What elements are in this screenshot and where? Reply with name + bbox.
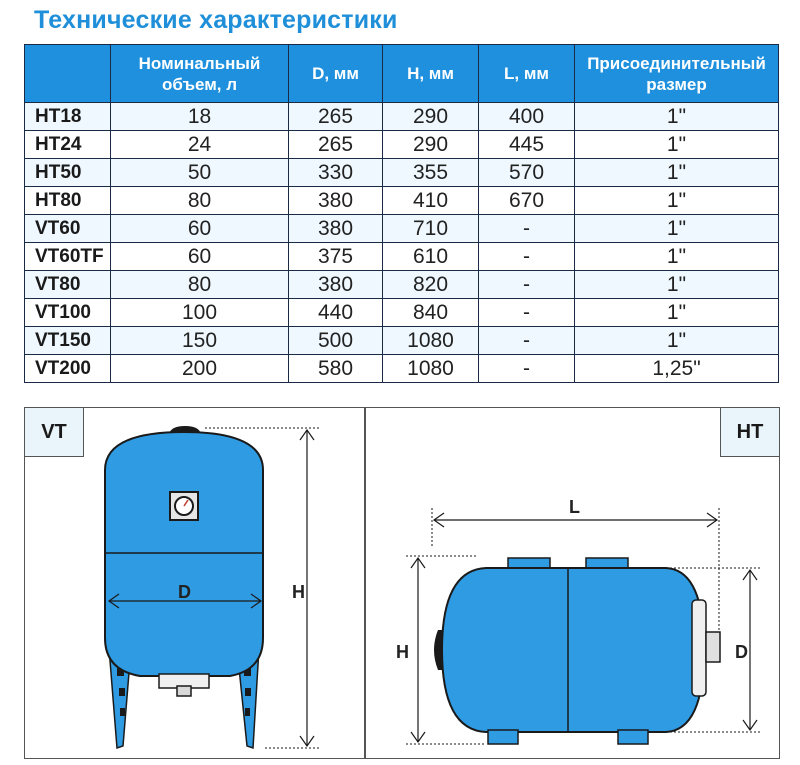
vt-dim-d-label: D [178,582,191,602]
table-row [25,187,779,215]
model-cell: HT24 [25,131,111,159]
model-cell: VT100 [25,299,111,327]
table-row [25,243,779,271]
h-cell: 355 [383,159,479,187]
header-d: D, мм [289,45,383,103]
volume-cell: 60 [111,243,289,271]
l-cell: 400 [479,103,575,131]
header-l: L, мм [479,45,575,103]
vt-tank-body [105,432,263,676]
ht-right-flange [692,600,720,696]
volume-cell: 80 [111,271,289,299]
d-cell: 265 [289,103,383,131]
h-cell: 410 [383,187,479,215]
volume-cell: 200 [111,355,289,383]
ht-left-foot [488,730,518,744]
header-h: H, мм [383,45,479,103]
model-cell: VT150 [25,327,111,355]
h-cell: 1080 [383,327,479,355]
table-row [25,327,779,355]
connection-cell: 1" [575,243,779,271]
ht-tank-drawing [366,408,779,758]
volume-cell: 24 [111,131,289,159]
volume-cell: 18 [111,103,289,131]
table-row [25,271,779,299]
model-cell: HT50 [25,159,111,187]
h-cell: 290 [383,103,479,131]
connection-cell: 1" [575,299,779,327]
model-cell: VT60TF [25,243,111,271]
model-cell: VT200 [25,355,111,383]
model-cell: VT60 [25,215,111,243]
l-cell: - [479,215,575,243]
l-cell: 670 [479,187,575,215]
vt-tank-drawing [25,408,364,758]
volume-cell: 80 [111,187,289,215]
header-connection: Присоединительный размер [575,45,779,103]
model-cell: HT18 [25,103,111,131]
connection-cell: 1" [575,327,779,355]
volume-cell: 150 [111,327,289,355]
page-title: Технические характеристики [34,6,398,34]
h-cell: 290 [383,131,479,159]
header-volume: Номинальный объем, л [111,45,289,103]
l-cell: - [479,327,575,355]
table-header-row [25,45,779,103]
connection-cell: 1" [575,103,779,131]
h-cell: 610 [383,243,479,271]
vt-diagram-panel [24,407,365,759]
l-cell: - [479,243,575,271]
d-cell: 440 [289,299,383,327]
gauge-icon [170,492,198,520]
connection-cell: 1" [575,131,779,159]
ht-tag: HT [720,408,779,457]
connection-cell: 1" [575,215,779,243]
connection-cell: 1" [575,187,779,215]
h-cell: 840 [383,299,479,327]
l-cell: - [479,299,575,327]
h-cell: 820 [383,271,479,299]
model-cell: VT80 [25,271,111,299]
vt-dim-h-label: H [292,582,305,602]
l-cell: 445 [479,131,575,159]
ht-right-foot [618,730,648,744]
d-cell: 380 [289,215,383,243]
connection-cell: 1" [575,271,779,299]
vt-bottom-fitting [159,674,209,696]
volume-cell: 50 [111,159,289,187]
volume-cell: 60 [111,215,289,243]
table-row [25,159,779,187]
h-cell: 1080 [383,355,479,383]
connection-cell: 1" [575,159,779,187]
table-row [25,299,779,327]
ht-dim-d-label: D [735,642,748,662]
ht-tank-body [442,568,704,732]
d-cell: 265 [289,131,383,159]
table-row [25,103,779,131]
l-cell: - [479,271,575,299]
d-cell: 380 [289,271,383,299]
spec-table [24,44,779,383]
connection-cell: 1,25" [575,355,779,383]
ht-diagram-panel [365,407,780,759]
d-cell: 500 [289,327,383,355]
table-row [25,215,779,243]
d-cell: 580 [289,355,383,383]
table-row [25,355,779,383]
d-cell: 380 [289,187,383,215]
d-cell: 375 [289,243,383,271]
ht-dim-h-label: H [396,642,409,662]
header-model [25,45,111,103]
model-cell: HT80 [25,187,111,215]
volume-cell: 100 [111,299,289,327]
h-cell: 710 [383,215,479,243]
table-row [25,131,779,159]
d-cell: 330 [289,159,383,187]
vt-tag: VT [25,408,84,457]
ht-dim-l-label: L [569,497,580,517]
l-cell: 570 [479,159,575,187]
l-cell: - [479,355,575,383]
